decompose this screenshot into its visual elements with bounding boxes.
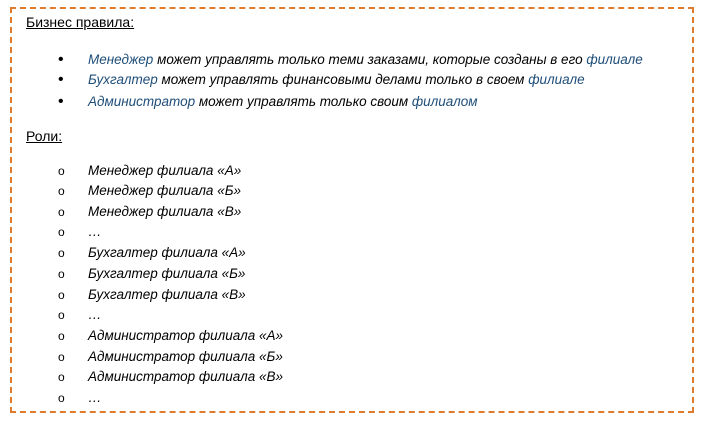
rule-text: может управлять только своим xyxy=(195,94,412,109)
circle-bullet-icon: o xyxy=(58,184,65,198)
circle-bullet-icon: o xyxy=(58,164,65,178)
rule-role: Администратор xyxy=(88,94,196,109)
circle-bullet-icon: o xyxy=(58,391,65,405)
circle-bullet-icon: o xyxy=(58,288,65,302)
circle-bullet-icon: o xyxy=(58,246,65,260)
rule-target: филиале xyxy=(528,72,585,87)
circle-bullet-icon: o xyxy=(58,225,65,239)
role-item: o Бухгалтер филиала «В» xyxy=(58,287,246,302)
circle-bullet-icon: o xyxy=(58,205,65,219)
rule-role: Менеджер xyxy=(88,52,154,67)
role-item: o … xyxy=(58,307,102,322)
rule-target: филиале xyxy=(586,52,643,67)
bullet-icon: • xyxy=(58,71,64,88)
business-rules-title: Бизнес правила: xyxy=(26,14,135,30)
roles-title: Роли: xyxy=(26,128,63,144)
role-item: o Администратор филиала «Б» xyxy=(58,349,283,364)
circle-bullet-icon: o xyxy=(58,267,65,281)
circle-bullet-icon: o xyxy=(58,350,65,364)
rule-text: может управлять финансовыми делами только в своем xyxy=(157,72,529,87)
role-item: o Менеджер филиала «В» xyxy=(58,204,242,219)
circle-bullet-icon: o xyxy=(58,329,65,343)
bullet-icon: • xyxy=(58,93,64,110)
role-item: o … xyxy=(58,224,102,239)
circle-bullet-icon: o xyxy=(58,308,65,322)
role-item: o … xyxy=(58,390,102,405)
rule-text: может управлять только теми заказами, которые созданы в его xyxy=(153,52,587,67)
rule-target: филиалом xyxy=(411,94,478,109)
rule-item xyxy=(58,51,643,69)
role-item: o Бухгалтер филиала «Б» xyxy=(58,266,246,281)
role-item: o Администратор филиала «В» xyxy=(58,369,284,384)
role-item: o Менеджер филиала «Б» xyxy=(58,183,241,198)
bullet-icon: • xyxy=(58,51,64,68)
role-item: o Администратор филиала «А» xyxy=(58,328,284,343)
rule-role: Бухгалтер xyxy=(88,72,158,87)
rule-item xyxy=(58,71,585,89)
circle-bullet-icon: o xyxy=(58,370,65,384)
role-item: o Менеджер филиала «А» xyxy=(58,163,242,178)
role-item: o Бухгалтер филиала «А» xyxy=(58,245,246,260)
rule-item xyxy=(58,93,478,111)
